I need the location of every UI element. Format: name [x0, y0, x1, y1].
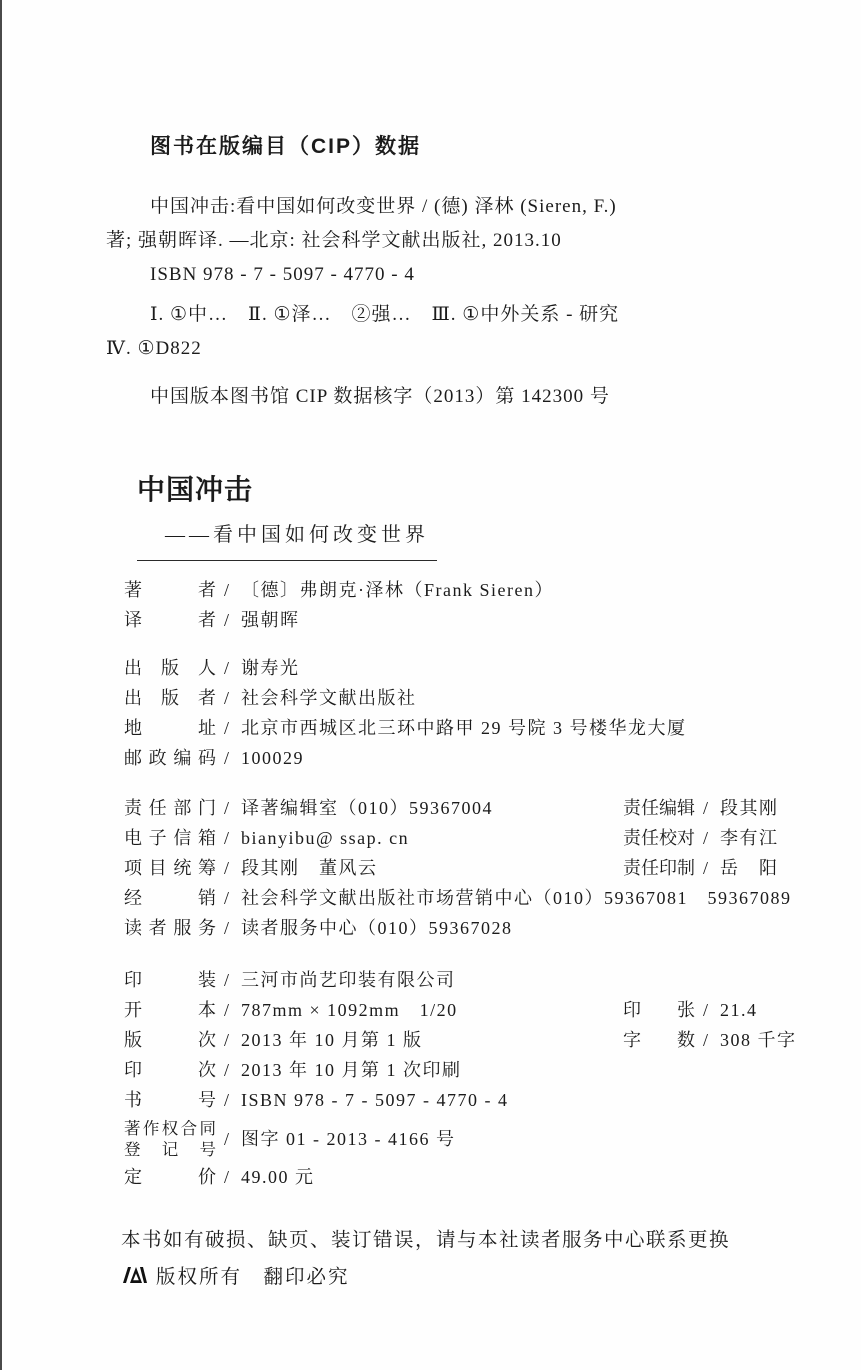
field-value: 社会科学文献出版社市场营销中心（010）59367081 59367089 [241, 888, 792, 908]
title-block [137, 468, 861, 561]
slash-separator: / [703, 798, 709, 818]
right-column-cell [623, 823, 803, 853]
anti-piracy-logo-icon [121, 1265, 147, 1285]
copyright-row [121, 1261, 806, 1289]
field-value: 2013 年 10 月第 1 版 [241, 1030, 423, 1050]
field-label: 字数 [623, 1030, 695, 1050]
row-dept-editor [124, 793, 803, 823]
cip-publisher-line: 著; 强朝晖译. —北京: 社会科学文献出版社, 2013.10 [106, 230, 562, 251]
row-author [124, 575, 803, 605]
field-label: 出版者 [124, 688, 216, 708]
slash-separator: / [224, 888, 230, 908]
row-impression [124, 1055, 803, 1085]
cip-block [106, 190, 806, 414]
row-binder [124, 965, 803, 995]
row-price [124, 1162, 803, 1192]
row-publisher-person [124, 653, 803, 683]
slash-separator: / [224, 1000, 230, 1020]
field-value: bianyibu@ ssap. cn [241, 828, 410, 848]
field-value: 社会科学文献出版社 [241, 688, 417, 708]
slash-separator: / [224, 1030, 230, 1050]
field-label: 开本 [124, 1000, 216, 1020]
field-label: 版次 [124, 1030, 216, 1050]
field-value: 图字 01 - 2013 - 4166 号 [241, 1129, 456, 1149]
row-postcode [124, 743, 803, 773]
field-label: 责任部门 [124, 798, 216, 818]
field-value: ISBN 978 - 7 - 5097 - 4770 - 4 [241, 1090, 509, 1110]
field-value: 段其刚 [720, 798, 779, 818]
field-label: 项目统筹 [124, 858, 216, 878]
slash-separator: / [224, 1060, 230, 1080]
slash-separator: / [703, 1000, 709, 1020]
slash-separator: / [224, 1090, 230, 1110]
imprint-info [124, 575, 803, 1192]
slash-separator: / [224, 718, 230, 738]
slash-separator: / [703, 858, 709, 878]
slash-separator: / [703, 828, 709, 848]
slash-separator: / [224, 828, 230, 848]
slash-separator: / [703, 1030, 709, 1050]
row-distribution [124, 883, 803, 913]
slash-separator: / [224, 1129, 230, 1149]
field-value: 读者服务中心（010）59367028 [241, 918, 513, 938]
field-value: 〔德〕弗朗克·泽林（Frank Sieren） [241, 580, 554, 600]
field-value: 787mm × 1092mm 1/20 [241, 1000, 458, 1020]
cip-classification-line1: Ⅰ. ①中… Ⅱ. ①泽… ②强… Ⅲ. ①中外关系 - 研究 [150, 304, 620, 325]
slash-separator: / [224, 798, 230, 818]
right-column-cell [623, 793, 803, 823]
field-value: 译著编辑室（010）59367004 [241, 798, 494, 818]
field-value: 100029 [241, 748, 305, 768]
field-label: 邮政编码 [124, 748, 216, 768]
field-value: 三河市尚艺印装有限公司 [241, 970, 456, 990]
cip-title-line: 中国冲击:看中国如何改变世界 / (德) 泽林 (Sieren, F.) [150, 196, 617, 217]
row-book-number [124, 1085, 803, 1115]
book-subtitle: ——看中国如何改变世界 [165, 524, 429, 546]
field-label: 书号 [124, 1090, 216, 1110]
field-label-line1: 著作权合同 [124, 1119, 216, 1138]
cip-classification-line2: Ⅳ. ①D822 [106, 338, 202, 359]
row-format-sheets [124, 995, 803, 1025]
slash-separator: / [224, 1167, 230, 1187]
field-label: 印次 [124, 1060, 216, 1080]
right-column-cell [623, 853, 803, 883]
field-value: 21.4 [720, 1000, 758, 1020]
row-reader-service [124, 913, 803, 943]
row-email-proofreader [124, 823, 803, 853]
copyright-statement: 版权所有 翻印必究 [156, 1266, 350, 1288]
slash-separator: / [224, 858, 230, 878]
slash-separator: / [224, 580, 230, 600]
field-label: 著者 [124, 580, 216, 600]
field-label: 出版人 [124, 658, 216, 678]
field-value: 岳 阳 [720, 858, 779, 878]
cip-header: 图书在版编目（CIP）数据 [150, 135, 422, 158]
row-publisher-org [124, 683, 803, 713]
footer [121, 1224, 806, 1289]
row-edition-wordcount [124, 1025, 803, 1055]
field-label: 经销 [124, 888, 216, 908]
field-value: 北京市西城区北三环中路甲 29 号院 3 号楼华龙大厦 [241, 718, 687, 738]
field-label: 电子信箱 [124, 828, 216, 848]
replacement-notice: 本书如有破损、缺页、装订错误，请与本社读者服务中心联系更换 [121, 1229, 731, 1251]
field-value: 段其刚 董风云 [241, 858, 378, 878]
field-value: 谢寿光 [241, 658, 300, 678]
slash-separator: / [224, 658, 230, 678]
field-value: 强朝晖 [241, 610, 300, 630]
field-label: 责任编辑 [623, 798, 695, 818]
right-column-cell [623, 1025, 803, 1055]
row-copyright-registration [124, 1118, 803, 1160]
field-label: 地址 [124, 718, 216, 738]
field-label: 读者服务 [124, 918, 216, 938]
cip-isbn: ISBN 978 - 7 - 5097 - 4770 - 4 [150, 264, 415, 285]
field-value: 2013 年 10 月第 1 次印刷 [241, 1060, 462, 1080]
field-value: 308 千字 [720, 1030, 797, 1050]
slash-separator: / [224, 970, 230, 990]
field-label: 责任印制 [623, 858, 695, 878]
right-column-cell [623, 995, 803, 1025]
field-label-line2: 登记号 [124, 1140, 216, 1159]
field-label: 印张 [623, 1000, 695, 1020]
title-divider [137, 560, 437, 561]
row-translator [124, 605, 803, 635]
book-title: 中国冲击 [137, 474, 254, 505]
field-label: 印装 [124, 970, 216, 990]
slash-separator: / [224, 748, 230, 768]
field-label: 定价 [124, 1167, 216, 1187]
row-coordinator-printsupervisor [124, 853, 803, 883]
field-value: 49.00 元 [241, 1167, 315, 1187]
slash-separator: / [224, 688, 230, 708]
slash-separator: / [224, 610, 230, 630]
field-label: 译者 [124, 610, 216, 630]
slash-separator: / [224, 918, 230, 938]
field-label: 责任校对 [623, 828, 695, 848]
row-address [124, 713, 803, 743]
field-value: 李有江 [720, 828, 779, 848]
stacked-field-label [124, 1118, 216, 1160]
cip-record-number: 中国版本图书馆 CIP 数据核字（2013）第 142300 号 [150, 386, 610, 407]
